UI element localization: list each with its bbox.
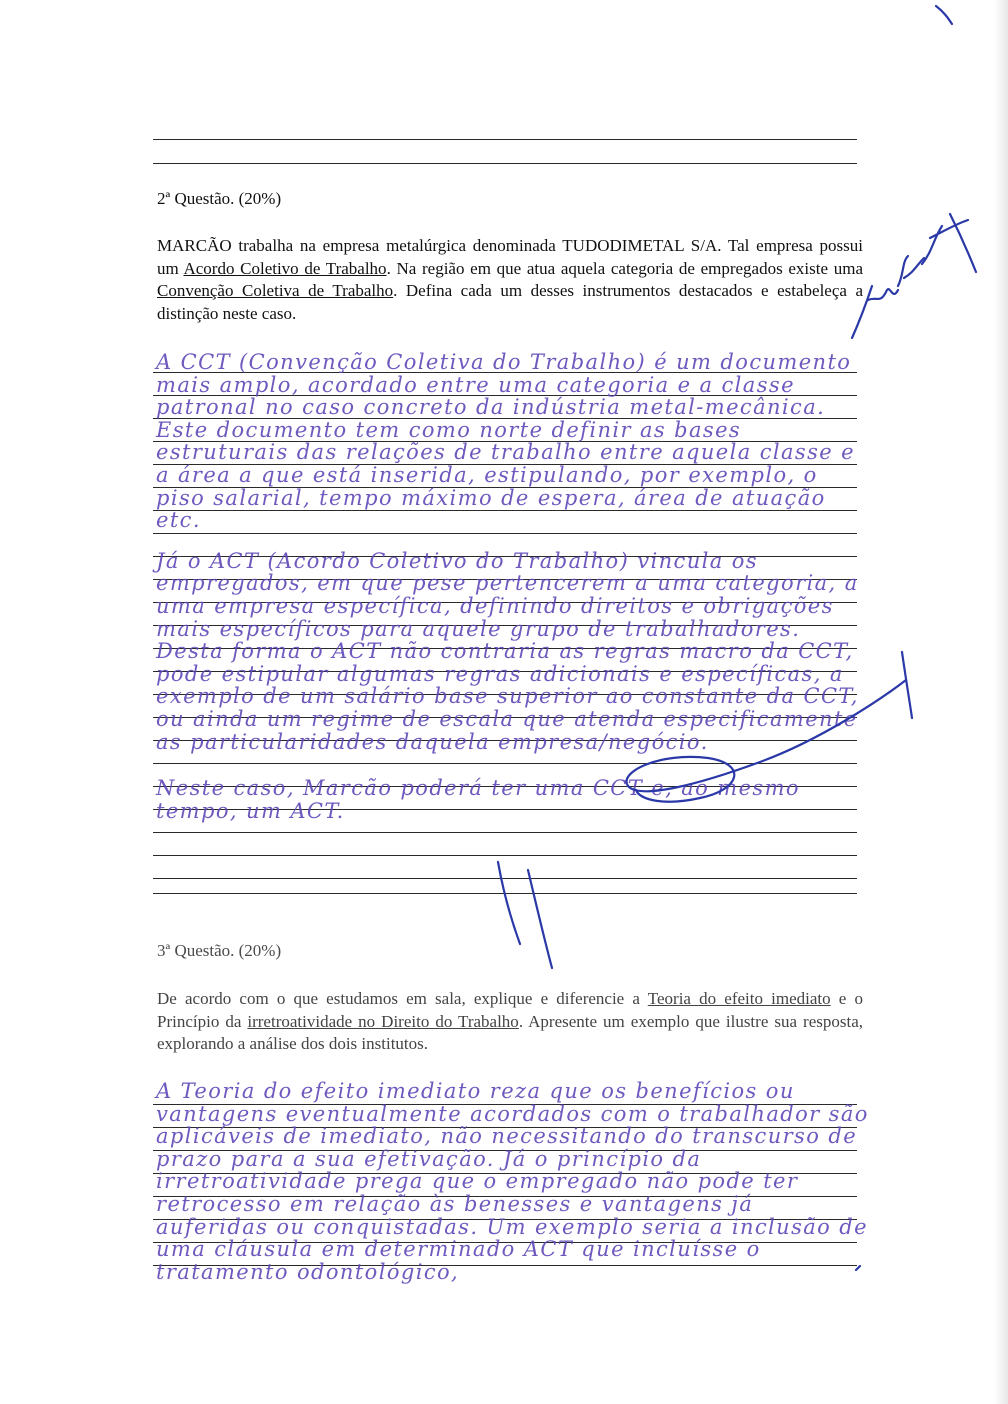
prompt-text: . Defina cada um desses instrumentos destacados e estabeleça a distinção neste caso. xyxy=(157,281,863,323)
answer-paragraph: Já o ACT (Acordo Coletivo do Trabalho) vincula os empregados, em que pese pertencerem a uma categoria, a uma empresa específica, definindo direitos e obrigações mais específicos para aquele grupo de trabalhadores. Desta forma o ACT não contraria as regras macro da CCT, pode estipular algumas regras adicionais e específicas, a exemplo de um salário base superior ao constante da CCT, ou ainda um regime de escala que atenda especificamente as particularidades daquela empresa/negócio. xyxy=(156,548,859,754)
prompt-text: . Apresente um exemplo que ilustre sua resposta, explorando a análise dos dois institutos. xyxy=(157,1011,863,1053)
answer-paragraph: A Teoria do efeito imediato reza que os benefícios ou vantagens eventualmente acordados com o trabalhador são aplicáveis de imediato, não necessitando do transcurso de prazo para a sua efetivação. Já o princípio da irretroatividade prega que o empregado não pode ter retrocesso em relação às benesses e vantagens já auferidas ou conquistadas. Um exemplo seria a inclusão de uma cláusula em determinado ACT que incluísse o tratamento odontológico, xyxy=(156,1079,869,1284)
prompt-text: MARCÃO trabalha na empresa metalúrgica denominada TUDODIMETAL S/A. Tal empresa possui um xyxy=(157,236,863,278)
prompt-text: . Na região em que atua aquela categoria de empregados existe uma xyxy=(386,258,863,278)
question-3-title: 3ª Questão. (20%) xyxy=(157,941,282,960)
prompt-highlight-act: Acordo Coletivo de Trabalho xyxy=(183,258,387,278)
grader-tick xyxy=(902,652,912,718)
answer-paragraph: Neste caso, Marcão poderá ter uma CCT e, ao mesmo tempo, um ACT. xyxy=(156,776,800,823)
prompt-highlight-cct: Convenção Coletiva de Trabalho xyxy=(157,281,394,300)
prompt-highlight-theory: Teoria do efeito imediato xyxy=(647,989,831,1008)
prompt-text: e o Princípio da xyxy=(157,989,864,1031)
grader-comma-mark xyxy=(856,1266,860,1270)
prompt-text: De acordo com o que estudamos em sala, explique e diferencie a xyxy=(157,989,648,1008)
grader-check-oval xyxy=(627,680,906,802)
prompt-highlight-principle: irretroatividade no Direito do Trabalho xyxy=(247,1011,519,1031)
grader-double-slash xyxy=(498,862,552,968)
answer-paragraph: A CCT (Convenção Coletiva do Trabalho) é um documento mais amplo, acordado entre uma categoria e a classe patronal no caso concreto da indústria metal-mecânica. Este documento tem como norte definir as bases estruturais das relações de trabalho entre aquela classe e a área a que está inserida, estipulando, por exemplo, o piso salarial, tempo máximo de espera, área de atuação etc. xyxy=(156,350,856,533)
question-2-title: 2ª Questão. (20%) xyxy=(157,189,282,208)
grader-note-indireto-signature xyxy=(852,6,976,338)
